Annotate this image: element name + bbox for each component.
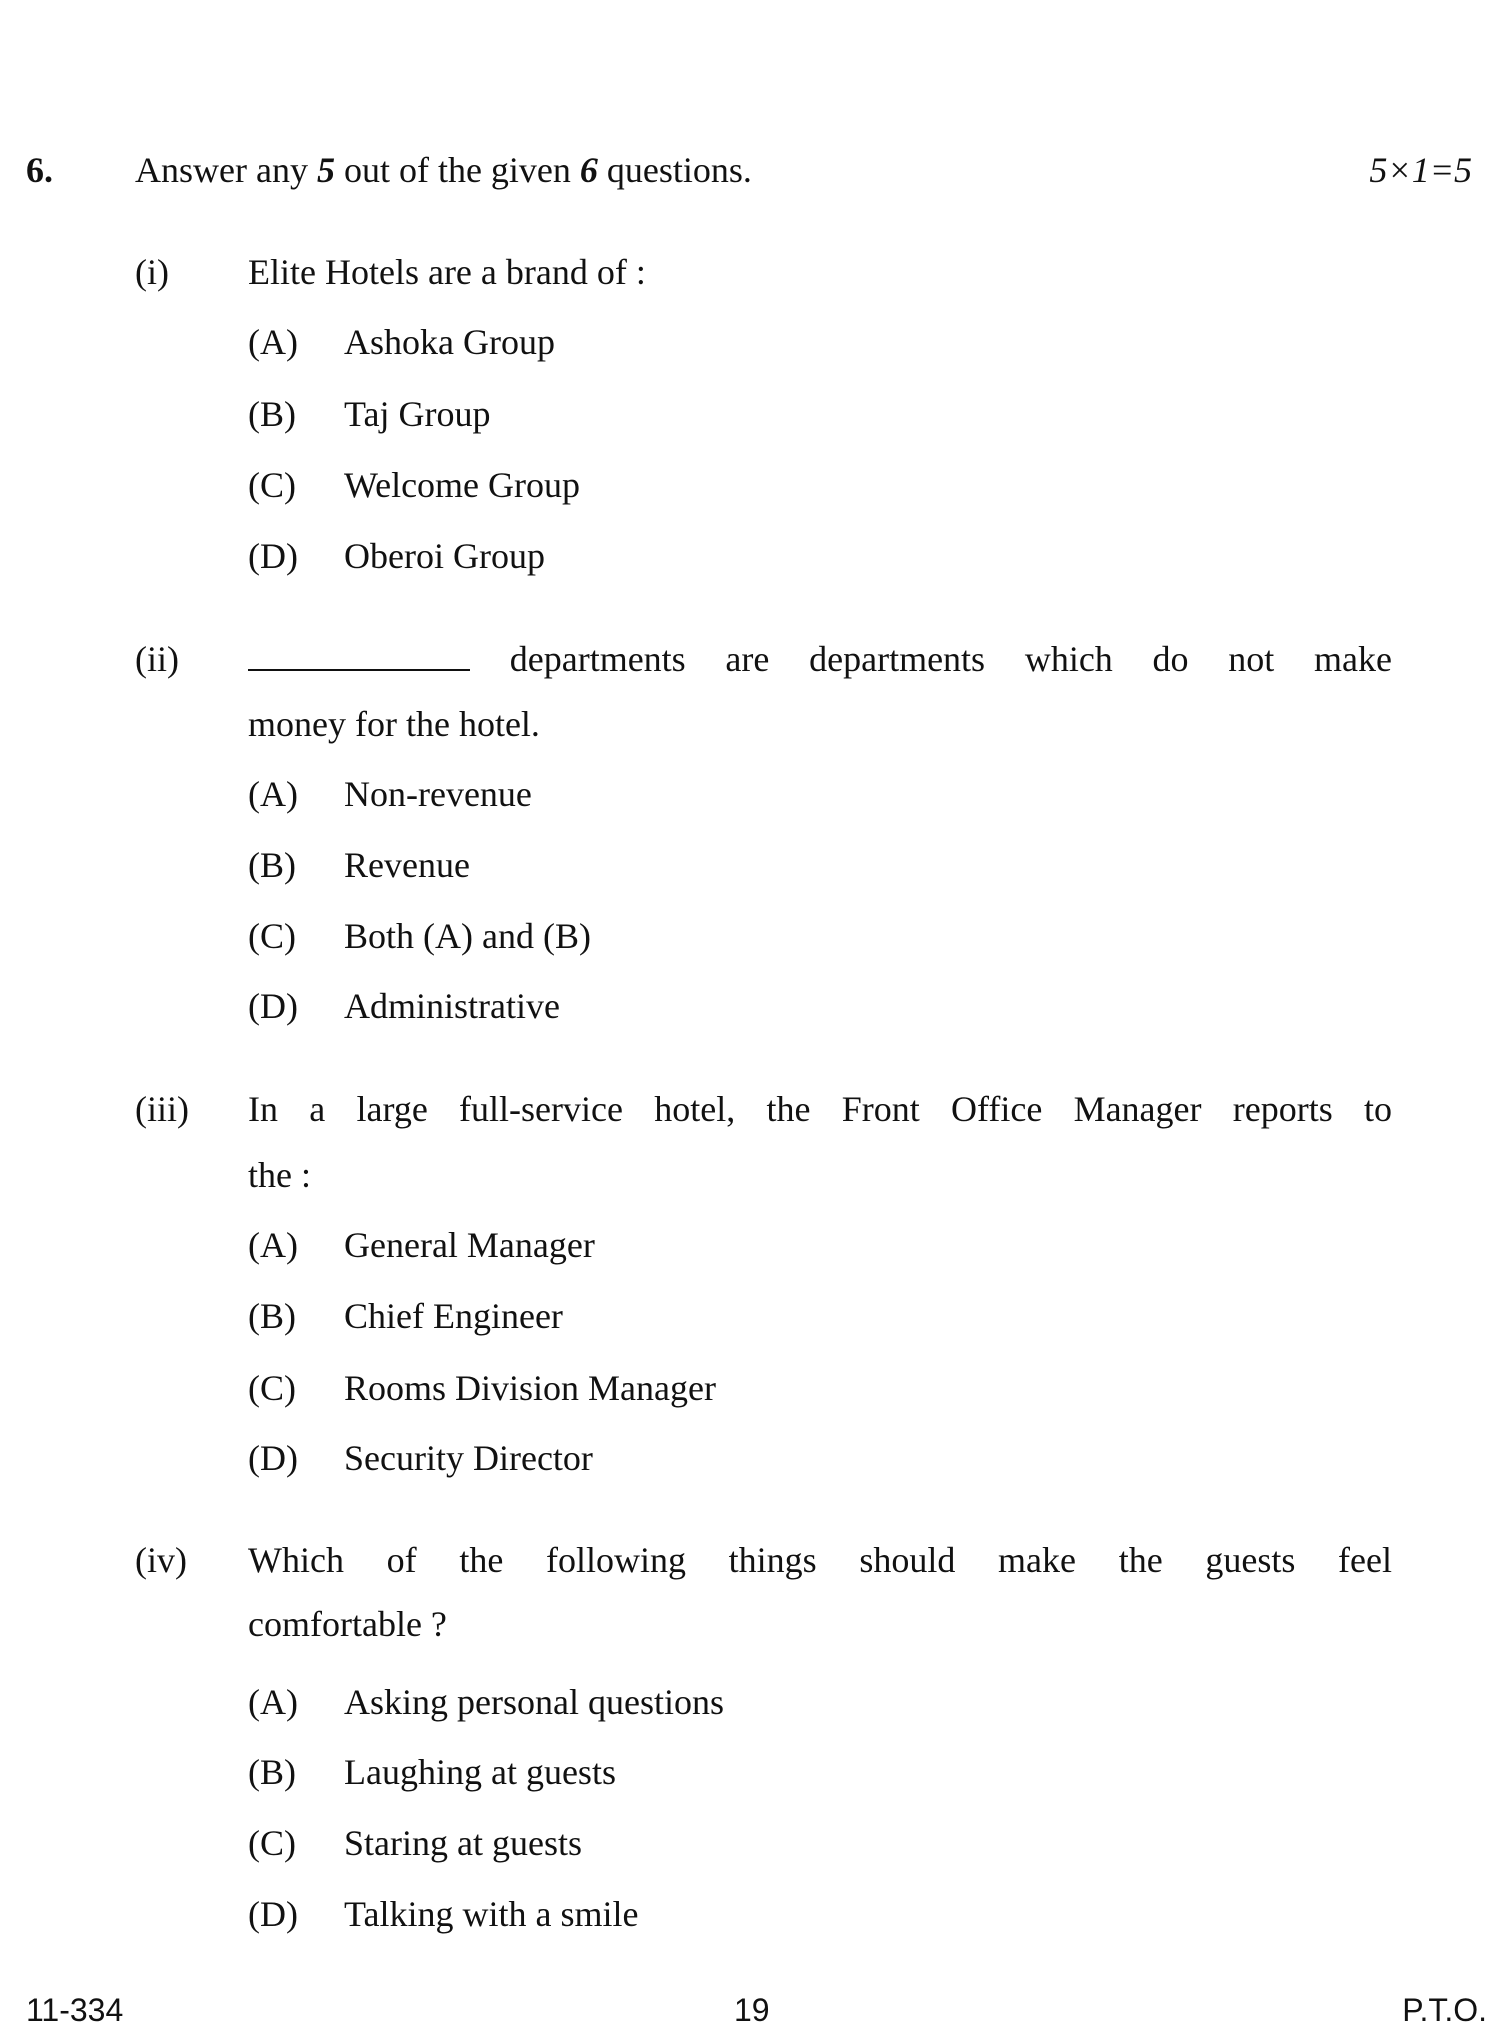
- option-label: (B): [248, 1296, 296, 1336]
- question-num: (i): [135, 252, 169, 292]
- question-text: Elite Hotels are a brand of :: [248, 252, 646, 292]
- option-text: Rooms Division Manager: [344, 1368, 716, 1408]
- option-label: (B): [248, 845, 296, 885]
- option-text: Oberoi Group: [344, 536, 545, 576]
- instruction-text: Answer any: [135, 150, 317, 190]
- marks: 5×1=5: [1369, 150, 1472, 190]
- question-line: the :: [248, 1155, 311, 1195]
- fill-blank: [248, 645, 470, 671]
- option-label: (C): [248, 916, 296, 956]
- question-line: comfortable ?: [248, 1604, 447, 1644]
- option-text: Security Director: [344, 1438, 593, 1478]
- option-label: (D): [248, 1894, 298, 1934]
- option-label: (B): [248, 1752, 296, 1792]
- instruction: [135, 148, 752, 192]
- option-label: (B): [248, 394, 296, 434]
- option-text: Chief Engineer: [344, 1296, 563, 1336]
- question-num: (iii): [135, 1089, 189, 1129]
- pto: P.T.O.: [1402, 1992, 1487, 2028]
- question-number: 6.: [26, 150, 53, 190]
- option-text: Ashoka Group: [344, 322, 555, 362]
- option-text: Staring at guests: [344, 1823, 582, 1863]
- option-text: Welcome Group: [344, 465, 581, 505]
- option-text: Laughing at guests: [344, 1752, 616, 1792]
- question-num: (ii): [135, 639, 179, 679]
- option-label: (A): [248, 774, 298, 814]
- instruction-text: questions.: [597, 150, 752, 190]
- question-text: [248, 637, 1392, 681]
- option-label: (A): [248, 1225, 298, 1265]
- instruction-count: 5: [316, 150, 335, 190]
- question-line: departments are departments which do not make: [509, 639, 1393, 679]
- option-text: Both (A) and (B): [344, 916, 591, 956]
- option-label: (D): [248, 1438, 298, 1478]
- option-label: (D): [248, 986, 298, 1026]
- option-label: (A): [248, 322, 298, 362]
- instruction-text: out of the given: [334, 150, 580, 190]
- option-text: Administrative: [344, 986, 560, 1026]
- option-text: Taj Group: [344, 394, 491, 434]
- instruction-total: 6: [579, 150, 598, 190]
- option-text: Non-revenue: [344, 774, 532, 814]
- question-text: In a large full-service hotel, the Front Office Manager reports to: [248, 1089, 1392, 1129]
- option-text: Asking personal questions: [344, 1682, 724, 1722]
- option-label: (C): [248, 1368, 296, 1408]
- option-label: (C): [248, 1823, 296, 1863]
- page-number: 19: [734, 1992, 770, 2028]
- question-num: (iv): [135, 1540, 187, 1580]
- option-label: (A): [248, 1682, 298, 1722]
- option-text: Revenue: [344, 845, 470, 885]
- question-line: money for the hotel.: [248, 704, 540, 744]
- option-label: (C): [248, 465, 296, 505]
- option-label: (D): [248, 536, 298, 576]
- option-text: Talking with a smile: [344, 1894, 639, 1934]
- option-text: General Manager: [344, 1225, 595, 1265]
- paper-code: 11-334: [26, 1992, 124, 2028]
- question-text: Which of the following things should make the guests feel: [248, 1540, 1392, 1580]
